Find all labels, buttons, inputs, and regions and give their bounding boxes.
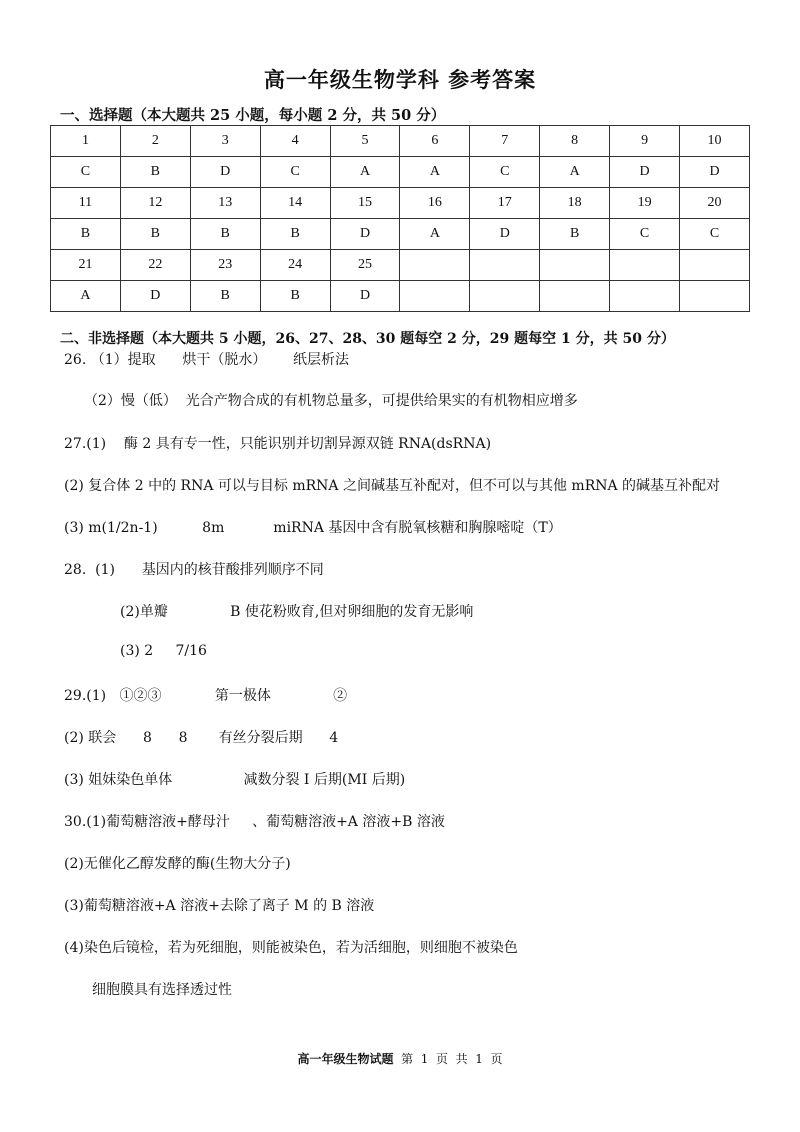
answer-line-30-2: (2)无催化乙醇发酵的酶(生物大分子) xyxy=(64,856,291,872)
table-row xyxy=(51,188,750,219)
table-row xyxy=(51,250,750,281)
table-cell: 23 xyxy=(190,250,260,281)
table-cell xyxy=(400,281,470,312)
footer-page-number: 第 1 页 共 1 页 xyxy=(393,1052,503,1066)
table-cell: 17 xyxy=(470,188,540,219)
table-cell: 9 xyxy=(610,126,680,157)
answer-line-28-3: (3) 2 7/16 xyxy=(120,643,207,659)
section1-heading: 一、选择题（本大题共 25 小题，每小题 2 分，共 50 分） xyxy=(60,107,446,124)
table-cell xyxy=(470,250,540,281)
answer-table xyxy=(50,125,750,312)
table-cell: 22 xyxy=(120,250,190,281)
table-cell: B xyxy=(120,157,190,188)
table-cell xyxy=(610,250,680,281)
answer-line-26-1: 26. （1）提取 烘干（脱水） 纸层析法 xyxy=(64,352,350,368)
table-cell: A xyxy=(400,219,470,250)
table-cell: 3 xyxy=(190,126,260,157)
table-cell: 15 xyxy=(330,188,400,219)
table-cell: A xyxy=(540,157,610,188)
answer-line-30-4: (4)染色后镜检，若为死细胞，则能被染色，若为活细胞，则细胞不被染色 xyxy=(64,940,518,956)
answer-line-29-1: 29.(1) ①②③ 第一极体 ② xyxy=(64,688,348,704)
table-cell: B xyxy=(540,219,610,250)
answer-line-29-2: (2) 联会 8 8 有丝分裂后期 4 xyxy=(64,730,339,746)
table-cell: C xyxy=(610,219,680,250)
table-cell xyxy=(400,250,470,281)
table-cell: D xyxy=(470,219,540,250)
footer-label: 高一年级生物试题 xyxy=(297,1052,394,1066)
answer-line-30-1: 30.(1)葡萄糖溶液+酵母汁 、葡萄糖溶液+A 溶液+B 溶液 xyxy=(64,814,445,830)
page-title: 高一年级生物学科 参考答案 xyxy=(263,67,537,92)
table-cell: 10 xyxy=(680,126,750,157)
table-cell: D xyxy=(680,157,750,188)
table-cell xyxy=(680,250,750,281)
answer-line-28-1: 28. (1) 基因内的核苷酸排列顺序不同 xyxy=(64,562,324,578)
table-row xyxy=(51,219,750,250)
page-footer xyxy=(0,1050,800,1067)
table-cell: 7 xyxy=(470,126,540,157)
table-cell: 11 xyxy=(51,188,121,219)
table-cell: D xyxy=(330,219,400,250)
table-cell: A xyxy=(51,281,121,312)
table-cell: 21 xyxy=(51,250,121,281)
table-cell: 13 xyxy=(190,188,260,219)
answer-line-30-5: 细胞膜具有选择透过性 xyxy=(92,982,232,998)
table-cell: 24 xyxy=(260,250,330,281)
table-cell: 5 xyxy=(330,126,400,157)
table-cell: D xyxy=(330,281,400,312)
table-cell: 18 xyxy=(540,188,610,219)
table-cell: C xyxy=(260,157,330,188)
table-cell: B xyxy=(260,219,330,250)
table-cell xyxy=(680,281,750,312)
table-cell: 1 xyxy=(51,126,121,157)
answer-line-27-2: (2) 复合体 2 中的 RNA 可以与目标 mRNA 之间碱基互补配对，但不可以与其他 mRNA 的碱基互补配对 xyxy=(64,478,721,494)
table-cell: C xyxy=(680,219,750,250)
table-row xyxy=(51,126,750,157)
table-cell: 25 xyxy=(330,250,400,281)
table-cell: B xyxy=(51,219,121,250)
table-cell: 12 xyxy=(120,188,190,219)
table-cell: B xyxy=(260,281,330,312)
table-cell: D xyxy=(120,281,190,312)
table-cell: 19 xyxy=(610,188,680,219)
table-cell: 6 xyxy=(400,126,470,157)
table-cell: B xyxy=(190,281,260,312)
answer-line-28-2: (2)单瓣 B 使花粉败育,但对卵细胞的发育无影响 xyxy=(120,604,474,620)
answer-line-29-3: (3) 姐妹染色单体 减数分裂 Ⅰ 后期(MⅠ 后期) xyxy=(64,772,406,788)
table-cell: 20 xyxy=(680,188,750,219)
table-row xyxy=(51,281,750,312)
answer-line-27-1: 27.(1) 酶 2 具有专一性，只能识别并切割异源双链 RNA(dsRNA) xyxy=(64,436,492,452)
table-cell: D xyxy=(610,157,680,188)
answer-line-27-3: (3) m(1/2n-1) 8m miRNA 基因中含有脱氧核糖和胸腺嘧啶（T） xyxy=(64,520,562,536)
table-cell: C xyxy=(470,157,540,188)
table-cell: C xyxy=(51,157,121,188)
table-cell: 8 xyxy=(540,126,610,157)
table-cell: 2 xyxy=(120,126,190,157)
answer-line-26-2: （2）慢（低） 光合产物合成的有机物总量多，可提供给果实的有机物相应增多 xyxy=(84,393,578,409)
table-cell: A xyxy=(330,157,400,188)
table-cell: 16 xyxy=(400,188,470,219)
table-cell xyxy=(470,281,540,312)
table-cell: A xyxy=(400,157,470,188)
table-cell xyxy=(540,281,610,312)
answer-line-30-3: (3)葡萄糖溶液+A 溶液+去除了离子 M 的 B 溶液 xyxy=(64,898,375,914)
table-cell: B xyxy=(190,219,260,250)
table-cell xyxy=(610,281,680,312)
table-row xyxy=(51,157,750,188)
table-cell xyxy=(540,250,610,281)
table-cell: D xyxy=(190,157,260,188)
section2-heading: 二、非选择题（本大题共 5 小题，26、27、28、30 题每空 2 分，29 题每空 1 分，共 50 分） xyxy=(60,331,675,347)
table-cell: 4 xyxy=(260,126,330,157)
table-cell: B xyxy=(120,219,190,250)
table-cell: 14 xyxy=(260,188,330,219)
